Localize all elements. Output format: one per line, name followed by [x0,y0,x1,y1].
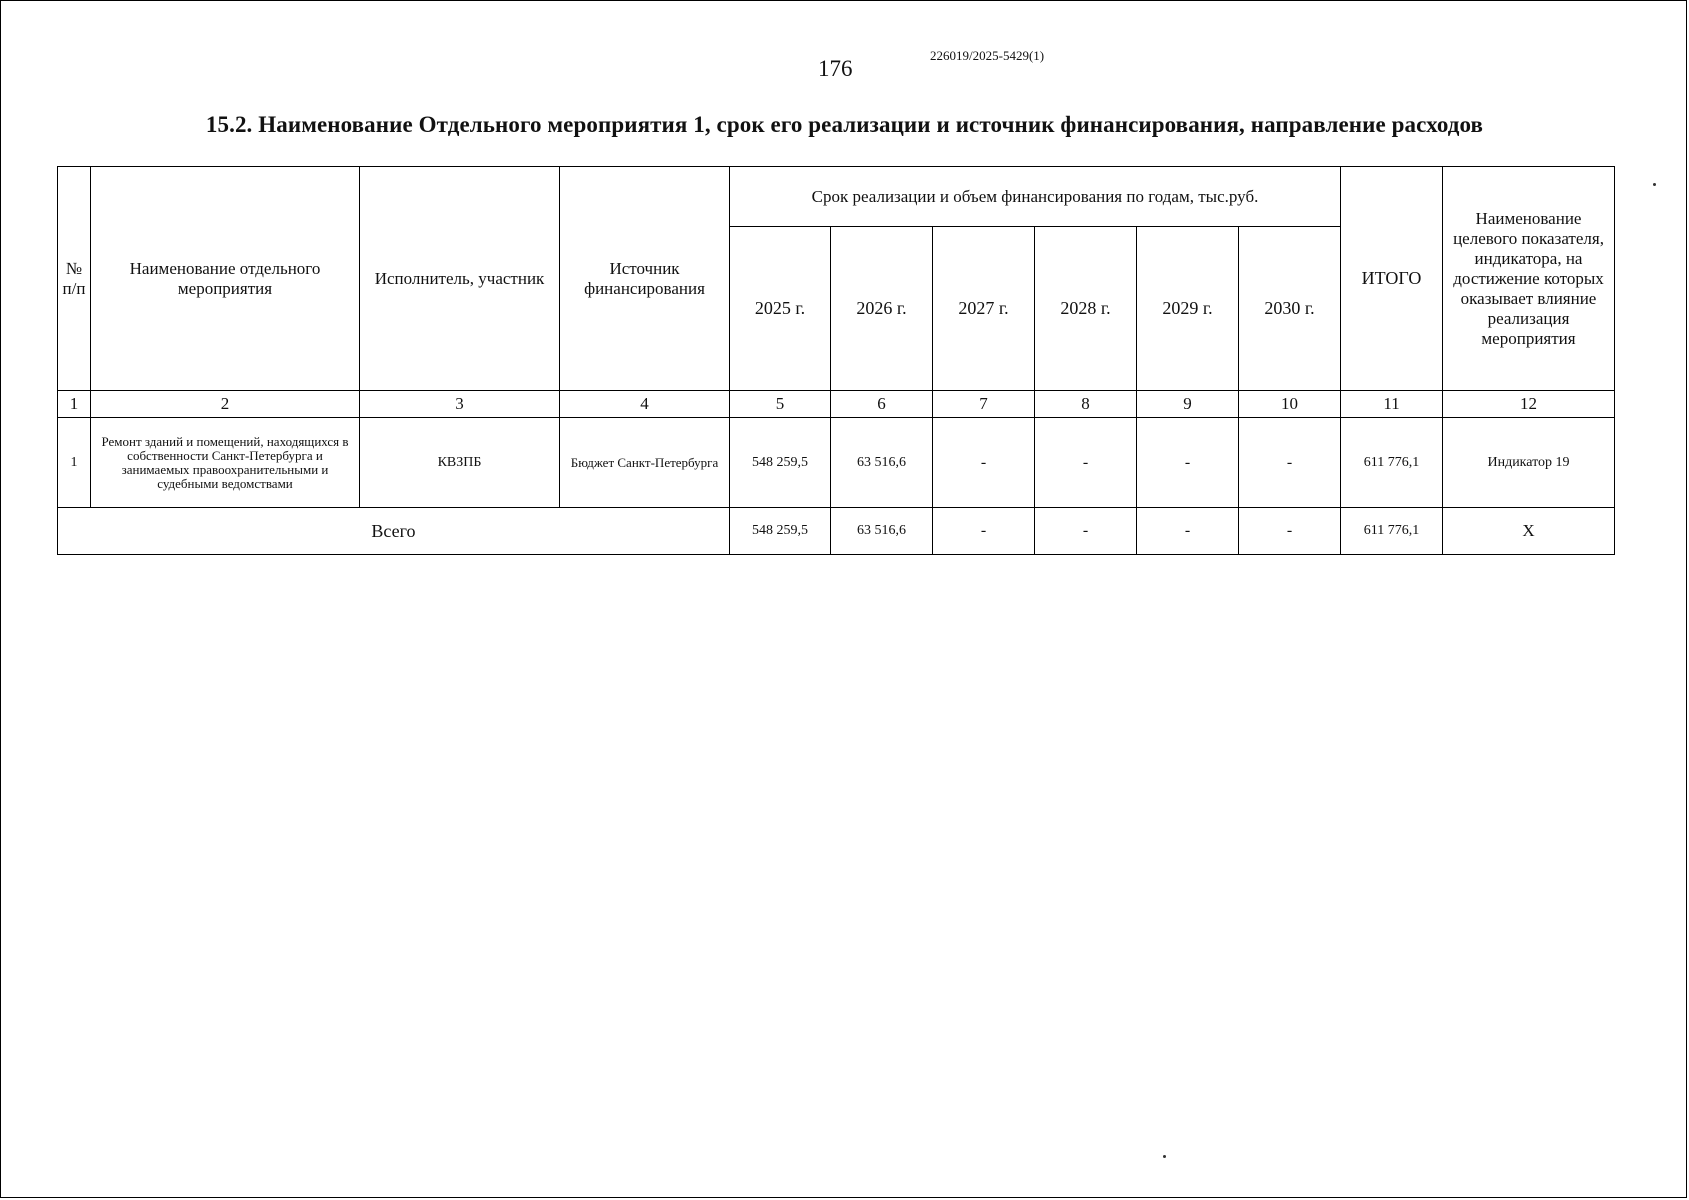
header-year: 2029 г. [1137,227,1239,391]
column-number: 3 [360,391,560,418]
column-number: 8 [1035,391,1137,418]
header-year: 2026 г. [831,227,933,391]
summary-value: - [1137,508,1239,555]
header-year: 2025 г. [730,227,831,391]
header-year: 2027 г. [933,227,1035,391]
year-value: 63 516,6 [831,418,933,508]
executor: КВЗПБ [360,418,560,508]
activity-name: Ремонт зданий и помещений, находящихся в собственности Санкт-Петербурга и занимаемых правоохранительными и судебными ведомствами [91,418,360,508]
indicator: Индикатор 19 [1443,418,1615,508]
header-total: ИТОГО [1341,167,1443,391]
column-number: 4 [560,391,730,418]
summary-value: 548 259,5 [730,508,831,555]
scan-speck [1163,1155,1166,1158]
header-num: № п/п [58,167,91,391]
header-year: 2028 г. [1035,227,1137,391]
header-year: 2030 г. [1239,227,1341,391]
header-period-group: Срок реализации и объем финансирования по годам, тыс.руб. [730,167,1341,227]
column-number: 1 [58,391,91,418]
summary-value: - [1035,508,1137,555]
summary-total: 611 776,1 [1341,508,1443,555]
year-value: - [1035,418,1137,508]
financing-table [57,166,1615,555]
year-value: - [933,418,1035,508]
row-number: 1 [58,418,91,508]
column-number: 5 [730,391,831,418]
column-number: 9 [1137,391,1239,418]
row-total: 611 776,1 [1341,418,1443,508]
summary-value: - [933,508,1035,555]
scan-speck [1653,183,1656,186]
page-number: 176 [818,56,853,81]
summary-value: - [1239,508,1341,555]
summary-value: 63 516,6 [831,508,933,555]
year-value: - [1137,418,1239,508]
column-number: 12 [1443,391,1615,418]
funding-source: Бюджет Санкт-Петербурга [560,418,730,508]
header-executor: Исполнитель, участник [360,167,560,391]
summary-indicator: X [1443,508,1615,555]
table-row [58,418,1615,508]
column-number: 7 [933,391,1035,418]
header-source: Источник финансирования [560,167,730,391]
column-number: 11 [1341,391,1443,418]
column-number: 2 [91,391,360,418]
column-number: 10 [1239,391,1341,418]
year-value: - [1239,418,1341,508]
document-id: 226019/2025-5429(1) [930,48,1045,63]
header-name: Наименование отдельного мероприятия [91,167,360,391]
page-title: 15.2. Наименование Отдельного мероприятия 1, срок его реализации и источник финансирования, направление расходов [205,112,1484,137]
column-number: 6 [831,391,933,418]
summary-label: Всего [58,508,730,555]
summary-row [58,508,1615,555]
header-indicator: Наименование целевого показателя, индикатора, на достижение которых оказывает влияние реализация мероприятия [1443,167,1615,391]
year-value: 548 259,5 [730,418,831,508]
